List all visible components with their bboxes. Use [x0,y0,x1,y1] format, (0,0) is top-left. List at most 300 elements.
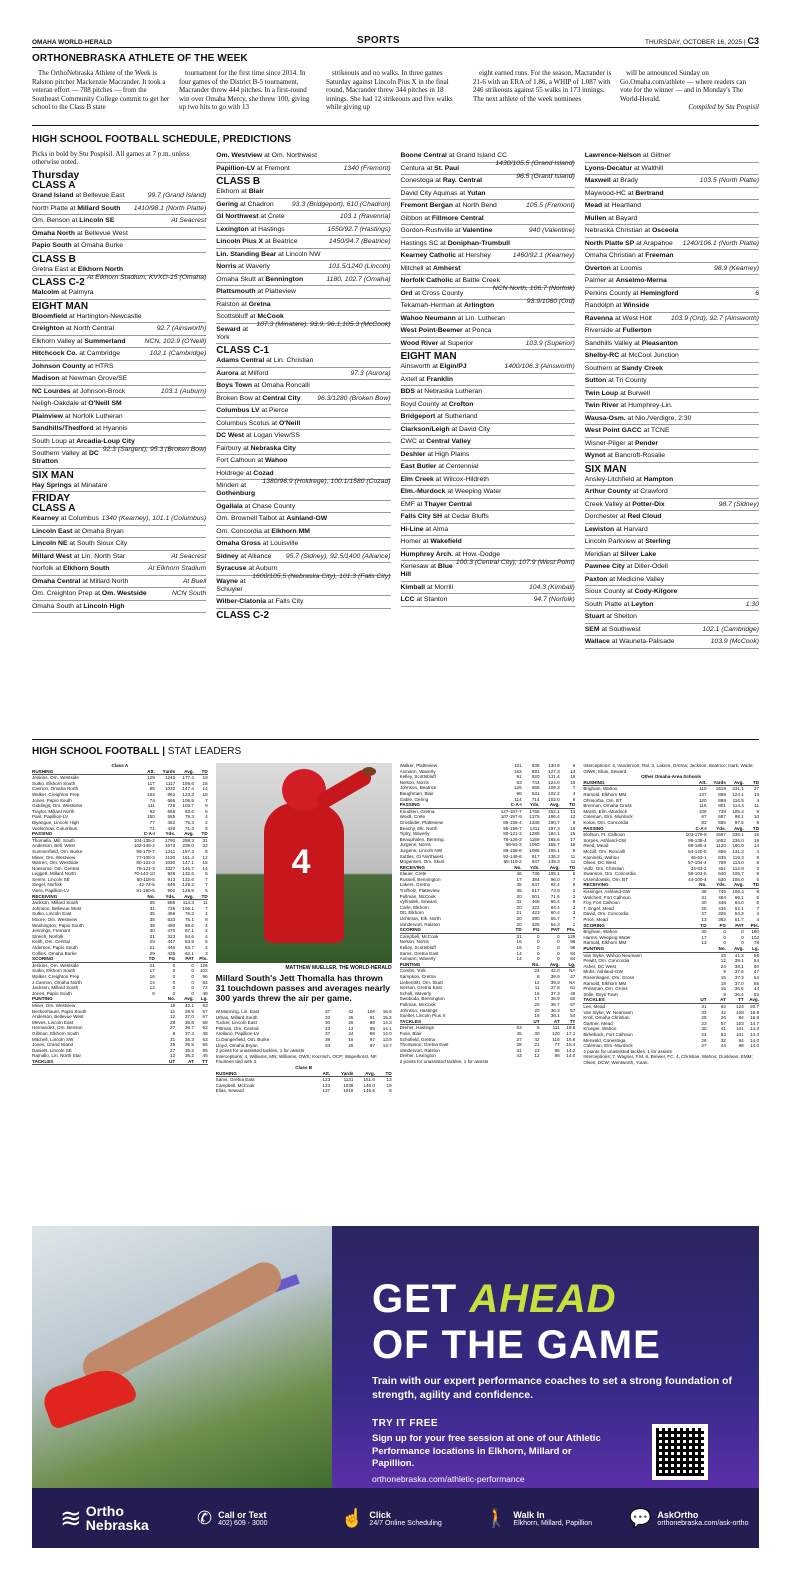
table-cell: 74 [149,797,155,803]
table-cell: 8 [389,1088,392,1094]
table-cell: 23 [701,1020,707,1026]
game-row [32,551,206,564]
schedule-class: CLASS C-1 [216,345,270,356]
table-cell: TD [700,922,707,928]
table-cell: 91 [369,1014,375,1020]
away-team: Creek Valley at [584,500,633,508]
pick-team: Papillion-LV [216,164,256,172]
opponent: at Walthill [632,164,664,172]
table-cell: 67 [202,1014,208,1020]
table-cell: Elofson, Ft. Calhoun [583,832,625,838]
away-team: Omaha South at [32,602,84,610]
table-cell: 12 [170,1014,176,1020]
table-cell: 86 [369,1020,375,1026]
stats-table [583,763,759,1065]
opponent: at Heartland [602,202,642,209]
pick-team: Lincoln SE [79,217,115,224]
table-cell: 15 [720,952,726,958]
table-cell: 97 [369,1036,375,1042]
table-cell: 71.6 [550,893,560,899]
table-cell: Mogensen, Om. Skutt [399,859,445,865]
table-cell: 98 [738,1043,744,1049]
ad-headline [372,1276,661,1368]
game-row [401,225,575,238]
pick-team: Hampton [643,475,674,483]
table-note: Interceptions: 4, Williams, MN; Williams, OWS; Kocmich, OCP; Wapelhorst, NF. Fourteen tied with 3. [215,1053,378,1065]
table-cell: 102 [751,934,759,940]
table-cell: 62 [202,1025,208,1031]
table-cell: 165.6 [548,836,560,842]
table-cell: 428 [167,825,176,831]
table-cell: 42 [534,1036,540,1042]
opponent: at North Central [64,325,114,332]
contact-detail: 402) 609 - 3000 [218,1519,268,1527]
table-cell: 12 [570,814,576,820]
game-row [585,163,759,176]
table-cell: 21 [516,933,522,939]
away-team: Southern Valley at [32,450,89,457]
table-cell: 15 [170,1002,176,1008]
table-cell: 89-158-8 [503,847,522,853]
broadcast: NCN North, 106.7 (Norfolk) [492,285,575,292]
table-cell: 16.8 [750,1015,759,1021]
game-row [401,213,575,226]
schedule-columns [32,150,759,735]
table-cell: 21 [534,1042,540,1048]
newspaper-page [32,36,759,1548]
opponent: at Crete [258,213,285,220]
pick-team: SEM [584,625,600,633]
table-cell: 110 [699,786,707,792]
table-cell: 465 [531,899,540,905]
contact-item[interactable] [341,1508,471,1529]
table-cell: TT [738,997,744,1003]
contact-title: Walk In [513,1509,545,1520]
table-cell: 5 [536,1025,540,1031]
table-cell: 30 [149,928,155,934]
table-cell: Campbell, McCook [215,1082,255,1088]
table-cell: 147.1 [182,860,194,866]
table-cell [121,1059,155,1065]
pick-team: Hemingford [640,289,679,297]
table-cell: 37.4 [184,1030,194,1036]
opponent: at Lin. North Star [71,552,126,560]
table-cell: 44 [753,986,759,992]
table-cell: 459 [167,911,176,917]
away-team: Perkins County at [584,289,641,297]
table-cell: 114.3 [182,900,194,906]
table-cell: 902 [167,888,176,894]
table-cell: Jennings, Fremont [32,928,71,934]
pick-team: Omaha North [32,229,76,237]
broadcast: At Seacrest [171,552,207,560]
stats-title-main: HIGH SCHOOL FOOTBALL [32,746,160,757]
section-name: SPORTS [356,35,400,46]
broadcast: 1340 (Fremont) [343,164,391,172]
game-row [585,425,759,438]
table-cell: 15 [720,986,726,992]
game-row [585,388,759,401]
game-row [216,286,390,299]
table-cell: 56 [753,952,759,958]
walk-icon: 🚶 [485,1507,508,1528]
table-cell: 32 [516,899,522,905]
table-cell: 0 [557,945,560,950]
table-cell: 42.1 [184,1002,194,1008]
table-cell: UT [700,997,707,1003]
table-cell: Vyhnalek, Seward [399,899,437,905]
pick-team: Mullen [584,214,607,222]
table-cell: Urzendowski, Om. BT [583,876,629,882]
table-cell: TD [201,768,208,774]
opponent: at Omaha Bryan [72,527,124,535]
stats-table [216,1009,392,1094]
table-cell: 13 [348,1025,354,1031]
table-cell: AT [720,997,726,1003]
table-cell: 0 [172,979,176,985]
table-cell: Avg. [749,997,759,1003]
table-cell: Hernandez, Om. Benson [32,1025,83,1031]
game-row [216,236,390,249]
orthonebraska-ad[interactable] [32,1226,759,1548]
table-cell: Russell, Bennington [399,876,441,882]
table-cell: Schofield, Gretna [399,1036,436,1042]
away-team: Omaha Skutt at [216,275,266,283]
pick-team: Shelby-RC [584,352,620,359]
game-row [216,551,390,564]
table-cell: 85 [554,1047,560,1053]
table-cell: 126 [200,962,208,968]
table-cell: 7 [572,916,576,922]
table-cell: Asher, DC West [583,963,616,969]
table-cell: 1131 [343,1077,354,1083]
pick-team: Lin. Standing Bear [216,250,277,258]
table-cell: 130.9 [548,763,560,768]
table-cell: Merwald, Conestoga [583,1037,626,1043]
away-team: Elkhorn Valley at [32,337,85,345]
table-cell: SCORING [399,927,422,933]
table-cell: 21 [516,910,522,916]
table-cell: Avg. [549,961,560,967]
table-cell: Jenkins, Om. Westside [32,775,79,781]
table-cell: Vidlz, Om. Christian [583,865,624,871]
opponent: at Ponca [462,327,492,334]
table-cell: 15.2 [382,1014,392,1020]
table-cell: Kelley, Scottsbluff [399,945,436,950]
table-cell: 8 [756,889,759,895]
broadcast: 96.5 (Grand Island) [516,172,575,180]
table-cell: Cannon, Omaha North [32,786,79,792]
opponent: at Waverly [236,263,271,270]
table-cell: 36.8 [184,1019,194,1025]
athlete-last-col [620,69,759,121]
table-cell: 2 [205,819,208,825]
table-cell: Arellano, Papillion-LV [215,1031,260,1037]
table-cell: 36.7 [184,1025,194,1031]
table-cell: 34-63-2 [690,865,707,871]
table-cell: Reed, Mead [583,843,609,849]
table-cell: Att. [698,779,707,785]
broadcast: 101.5/1240 (Lincoln) [328,263,391,270]
contact-item[interactable] [629,1508,759,1529]
table-cell: 27 [753,786,759,792]
pick-team: Blair [248,188,264,195]
table-cell: 1375 [529,814,540,820]
away-team: Om. Concordia at [216,527,272,535]
table-cell: 132.6 [182,871,194,877]
broadcast: 100.3 (Central City), 107.9 (West Point) [455,558,575,566]
game-row [32,373,206,386]
table-cell: Yds. [165,893,176,899]
table-row [32,1059,208,1065]
table-cell: 44 [720,1043,726,1049]
table-cell: TACKLES [399,1018,422,1024]
table-cell: 1790 [164,837,176,843]
game-row [32,411,206,424]
table-cell: 7 [205,882,208,888]
table-cell: Jones, Papio South [32,990,72,996]
table-cell: 817 [531,853,540,859]
table-cell: 12 [170,1053,176,1059]
pick-team: Wayne [216,577,238,585]
table-cell: 124 [736,1003,744,1009]
away-team: Broken Bow at [216,394,263,402]
table-cell: Tucker, Lincoln East [215,1020,257,1026]
pick-team: St. Paul [434,164,460,172]
game-row [585,599,759,612]
table-cell: Avg. [365,1070,375,1076]
game-row [585,225,759,238]
table-cell: 116 [699,803,707,809]
away-team: Lincoln Parkview at [584,538,646,545]
table-cell: 98 [369,1031,375,1037]
table-cell: FG [533,927,540,933]
pick-team: Lawrence-Nelson [584,152,642,159]
table-cell: No. [532,961,540,967]
opponent: at Diller-Odell [624,563,668,570]
table-cell: 0 [557,939,560,945]
table-cell: 12 [149,985,155,991]
table-cell: 1311 [529,825,540,831]
pick-team: Boys Town [216,382,252,389]
game-row [401,361,575,374]
table-cell: Pewitt, Om. Concordia [583,958,630,964]
table-cell: 0 [557,956,560,962]
table-cell: 798 [718,860,726,866]
table-cell: FG [168,956,176,962]
table-cell: 27 [701,1043,707,1049]
table-cell: TACKLES [32,1058,54,1064]
pick-team: Elm.-Murdock [400,488,446,495]
table-cell: 102.0 [548,796,560,802]
game-row [216,150,390,163]
pick-team: Bennington [265,275,304,283]
table-cell: No. [699,882,707,888]
table-cell: 48 [202,1030,208,1036]
opponent: at Chase County [242,502,296,510]
pick-team: Kimball [400,583,426,591]
table-cell: 6 [756,819,759,825]
table-cell: 16 [149,973,155,979]
opponent: at Arapahoe [634,239,673,247]
pick-team: Madison [32,375,60,382]
pick-team: Clarkson/Leigh [400,425,450,433]
table-cell: 8 [172,1030,176,1036]
ad-url[interactable]: orthonebraska.com/athletic-performance [372,1474,525,1484]
table-cell: 55.7 [550,916,560,922]
stats-col-4 [583,763,759,1123]
contact-item[interactable] [485,1508,615,1529]
table-cell: 21 [149,945,155,950]
table-cell: 84 [202,979,208,985]
table-cell: Foy, Fort Calhoun [583,900,620,906]
table-cell: 0 [191,985,194,991]
game-row [585,450,759,463]
table-cell: 736 [531,871,540,877]
table-cell: 109 [698,808,707,814]
table-cell: 71.3 [184,825,194,831]
table-cell: 17 [149,968,155,974]
game-row [32,361,206,374]
table-cell: 16 [570,779,576,785]
table-cell: 107-197-9 [500,814,522,820]
table-cell: 136.2 [548,853,560,859]
table-cell: 53 [516,1025,522,1031]
table-cell: 9 [756,808,759,814]
table-cell: 238.1 [732,832,744,838]
game-row [401,325,575,338]
table-cell: 18 [534,1013,540,1019]
table-cell: 0 [723,929,726,935]
table-cell: Gable, Gering [399,796,429,802]
table-cell: 0 [536,933,540,939]
table-cell: Swanson, Om. Concordia [583,871,636,877]
table-cell: UT [533,1018,540,1024]
ad-photo [32,1226,352,1488]
table-cell: 7 [205,797,208,803]
opponent: at Om. Northwest [262,152,317,159]
pick-team: Gothenburg [216,490,256,497]
table-cell: 869 [718,791,726,797]
table-cell: 96 [202,973,208,979]
table-cell: 666 [167,797,176,803]
broadcast: 103.1 (Ravenna) [339,213,391,220]
game-row [585,313,759,326]
table-cell: Swoboda, Bennington [399,996,445,1002]
game-row [216,513,390,526]
pick-team: Arlington [463,302,495,309]
table-note: Other Omaha-Area Schools [641,774,702,780]
table-cell: 106 [367,1009,375,1014]
table-cell: PUNTING [583,946,605,951]
table-cell: 5 [756,876,759,882]
broadcast: 103.1 (Auburn) [160,387,207,395]
table-cell: 31 [701,894,707,900]
divider [32,125,759,126]
table-cell: 14.2 [566,1047,576,1053]
table-cell: 67 [701,814,707,820]
table-cell: 14.3 [382,1020,392,1026]
table-cell: 31 [170,1036,176,1042]
game-row [216,405,390,418]
table-cell: 298.3 [182,837,194,843]
table-cell: Dreher, Lexington [399,1053,436,1059]
pick-team: Central City [262,394,301,402]
table-cell: 1036 [343,1082,354,1088]
table-cell: 7 [205,905,208,911]
table-row [400,1059,576,1065]
table-cell: 6 [572,847,576,853]
table-cell: AT [188,1058,194,1064]
page-number: C3 [747,36,759,46]
table-cell: Washington, Papio South [32,922,84,928]
table-cell: Sams, Gretna East [399,950,439,956]
table-cell: 120 [551,1030,560,1036]
table-cell: TACKLES [583,997,605,1003]
table-cell: 1 [572,921,576,927]
pick-team: Deshler [400,450,426,458]
qr-code-icon[interactable] [652,1424,708,1480]
table-cell: 19 [386,1082,392,1088]
contact-item[interactable] [197,1508,327,1529]
table-cell: 446 [167,945,176,950]
table-cell: 8 [756,854,759,860]
broadcast: 940 (Valentine) [528,227,575,234]
table-cell: PAT [185,956,194,962]
table-cell: 25 [348,1014,354,1020]
table-cell: 17 [701,934,707,940]
game-row [401,524,575,537]
game-row [216,455,390,468]
table-cell: Avg. [549,864,560,870]
table-cell: Dreher, Hastings [399,1025,434,1031]
table-cell: 33 [324,1014,331,1020]
table-cell: J.Cannon, Omaha North [32,979,82,985]
opponent: at TCNE [641,427,670,434]
game-row [216,526,390,539]
table-cell: 14 [149,979,155,985]
table-cell: 42 [720,1009,726,1015]
opponent: at Schuyler [216,577,246,593]
table-cell: SCORING [32,956,54,962]
contact-items [197,1508,759,1529]
schedule-class: CLASS A [32,503,76,514]
pick-team: Lincoln High [83,602,125,610]
table-cell: 147.4 [182,786,194,792]
table-cell: Daniels, Lincoln SE [32,1047,72,1053]
broadcast: 99.7 (Grand Island) [147,192,207,199]
opponent: at How.-Dodge [453,550,500,558]
table-cell: Summerfield, Om. Burke [32,848,83,854]
table-cell: 98.1 [734,814,744,820]
logo-text: Ortho [85,1503,124,1519]
table-cell: 3 [572,904,576,910]
table-cell: Pullman, McCook [399,1001,436,1007]
table-cell: TT [202,1058,208,1064]
table-cell: 72 [202,985,208,991]
table-cell: 1130 [165,854,176,860]
opponent: at Omaha Roncalli [252,382,310,389]
table-cell: C-A-I [695,825,707,831]
table-cell: Anderson, Bellevue West [32,1014,84,1020]
table-cell: 1652 [715,837,726,843]
table-cell: Sutko, Elkhorn South [32,968,76,974]
opponent: at Giltner [641,152,671,159]
table-cell: 11 [170,1008,176,1014]
table-cell: 4 [205,814,208,820]
page-header [32,36,759,48]
game-row [401,250,575,263]
